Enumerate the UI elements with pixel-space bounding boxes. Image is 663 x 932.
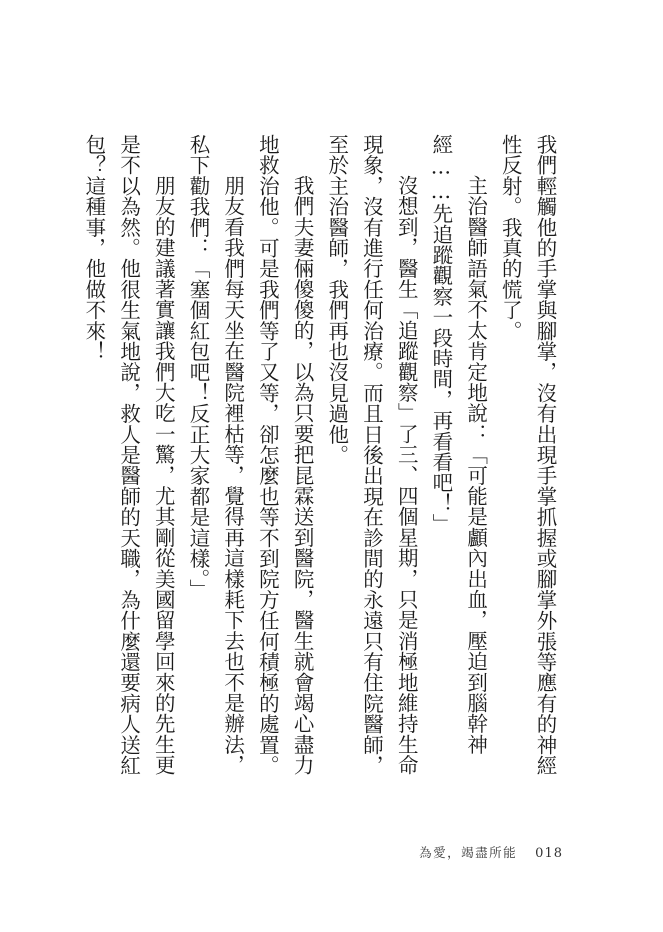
page-footer bbox=[419, 843, 563, 861]
paragraph-3: 沒想到，醫生「追蹤觀察」了三、四個星期，只是消極地維持生命現象，沒有進行任何治療。而且日後出現在診間的永遠只有住院醫師，至於主治醫師，我們再也沒見過他。 bbox=[324, 134, 419, 776]
page-number: 018 bbox=[535, 846, 563, 861]
vertical-body-text bbox=[81, 134, 562, 794]
paragraph-4: 我們夫妻倆傻傻的，以為只要把昆霖送到醫院，醫生就會竭心盡力地救治他。可是我們等了又等，卻怎麼也等不到院方任何積極的處置。 bbox=[255, 134, 315, 776]
paragraph-1: 我們輕觸他的手掌與腳掌，沒有出現手掌抓握或腳掌外張等應有的神經性反射。我真的慌了。 bbox=[498, 134, 557, 776]
book-title: 為愛，竭盡所能 bbox=[419, 845, 518, 860]
paragraph-6: 朋友的建議著實讓我們大吃一驚，尤其剛從美國留學回來的先生更是不以為然。他很生氣地說，救人是醫師的天職，為什麼還要病人送紅包？這種事，他做不來！ bbox=[81, 134, 176, 776]
paragraph-5: 朋友看我們每天坐在醫院裡枯等，覺得再這樣耗下去也不是辦法，私下勸我們：「塞個紅包吧！反正大家都是這樣。」 bbox=[185, 134, 245, 776]
paragraph-2: 主治醫師語氣不太肯定地說：「可能是顱內出血，壓迫到腦幹神經……先追蹤觀察一段時間，再看看吧！」 bbox=[428, 134, 488, 755]
